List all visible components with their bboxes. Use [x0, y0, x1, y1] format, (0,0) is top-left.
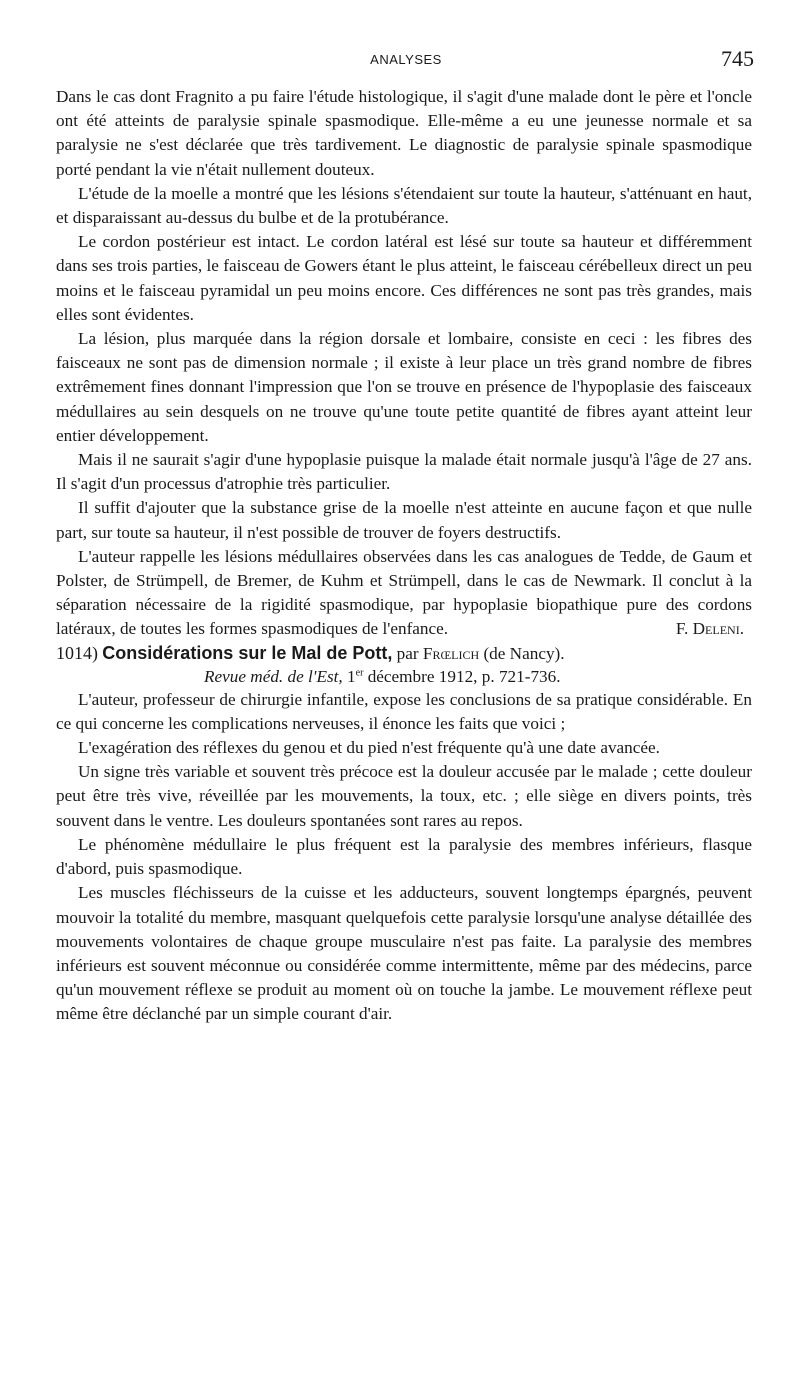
- review-1-paragraph: Il suffit d'ajouter que la substance grise de la moelle n'est atteinte en aucune façon et que nulle part, sur toute sa hauteur, il n'est possible de trouver de foyers destructifs.: [56, 498, 752, 542]
- article-number: 1014): [56, 642, 98, 663]
- article-title: Considérations sur le Mal de Pott,: [102, 642, 393, 663]
- review-1-paragraph-text: L'auteur rappelle les lésions médullaires observées dans les cas analogues de Tedde, de Gaum et Polster, de Strümpell, de Bremer, de Kuhm et Strümpell, dans le cas de Newmark. Il conclut à la séparation nécessaire de la rigidité spasmodique, par hypoplasie biopathique pure des cordons latéraux, de toutes les formes spasmodiques de l'enfance.: [56, 546, 752, 639]
- article-date-sup: er: [355, 666, 364, 678]
- article-date-rest: décembre 1912, p. 721-736.: [367, 666, 561, 686]
- review-2-paragraph: L'auteur, professeur de chirurgie infantile, expose les conclusions de sa pratique considérable. En ce qui concerne les complications nerveuses, il énonce les faits que voici ;: [56, 689, 752, 733]
- main-text: [56, 85, 752, 1027]
- review-2-paragraph: L'exagération des réflexes du genou et du pied n'est fréquente qu'à une date avancée.: [78, 738, 660, 758]
- article-affiliation: (de Nancy).: [483, 643, 565, 663]
- review-1-paragraph: La lésion, plus marquée dans la région dorsale et lombaire, consiste en ceci : les fibres des faisceaux ne sont pas de dimension normale ; il existe à leur place un très grand nombre de fibres extrêmement fines donnant l'impression que l'on se trouve en présence de l'hypoplasie des faisceaux médullaires au sein desquels on ne trouve qu'une toute petite quantité de fibres ayant atteint leur entier développement.: [56, 329, 752, 445]
- article-source: [56, 665, 752, 688]
- reviewer-signature: F. Deleni.: [675, 619, 744, 639]
- article-date-day: 1: [347, 666, 356, 686]
- running-header: [56, 46, 756, 71]
- article-journal: Revue méd. de l'Est,: [204, 666, 343, 686]
- review-1-paragraph-last: [56, 545, 752, 642]
- review-1-paragraph: L'étude de la moelle a montré que les lésions s'étendaient sur toute la hauteur, s'atténuant en haut, et disparaissant au-dessus du bulbe et de la protubérance.: [56, 183, 752, 228]
- review-1-paragraph: Dans le cas dont Fragnito a pu faire l'étude histologique, il s'agit d'une malade dont le père et l'oncle ont été atteints de paralysie spinale spasmodique. Elle-même a eu une jeunesse normale et sa paralysie ne s'est déclarée que très tardivement. Le diagnostic de paralysie spinale spasmodique porté pendant la vie n'était nullement douteux.: [56, 87, 752, 179]
- running-title: ANALYSES: [370, 52, 442, 67]
- article-by: par: [396, 643, 419, 663]
- review-1-paragraph: Le cordon postérieur est intact. Le cordon latéral est lésé sur toute sa hauteur et différemment dans ses trois parties, le faisceau de Gowers étant le plus atteint, le faisceau cérébelleux direct un peu moins et le faisceau pyramidal un peu moins encore. Ces différences ne sont pas très grandes, mais elles sont évidentes.: [56, 232, 752, 324]
- review-1-paragraph: Mais il ne saurait s'agir d'une hypoplasie puisque la malade était normale jusqu'à l'âge de 27 ans. Il s'agit d'un processus d'atrophie très particulier.: [56, 450, 752, 494]
- review-2-paragraph: Un signe très variable et souvent très précoce est la douleur accusée par le malade ; cette douleur peut être très vive, réveillée par les mouvements, la toux, etc. ; elle siège en divers points, très souvent dans le ventre. Les douleurs spontanées sont rares au repos.: [56, 762, 752, 830]
- article-author: Frœlich: [422, 643, 480, 663]
- article-heading: [56, 642, 752, 688]
- page-number: 745: [721, 46, 754, 71]
- review-2-paragraph: Les muscles fléchisseurs de la cuisse et les adducteurs, souvent longtemps épargnés, peuvent mouvoir la totalité du membre, masquant quelquefois cette paralysie lorsqu'une analyse détaillée des mouvements volontaires de chaque groupe musculaire n'est pas faite. La paralysie des membres inférieurs est souvent méconnue ou considérée comme intermittente, même par des médecins, parce qu'un mouvement réflexe se produit au moment où on touche la jambe. Le mouvement réflexe peut même être déclanché par un simple courant d'air.: [56, 883, 752, 1024]
- review-2-paragraph: Le phénomène médullaire le plus fréquent est la paralysie des membres inférieurs, flasque d'abord, puis spasmodique.: [56, 834, 752, 879]
